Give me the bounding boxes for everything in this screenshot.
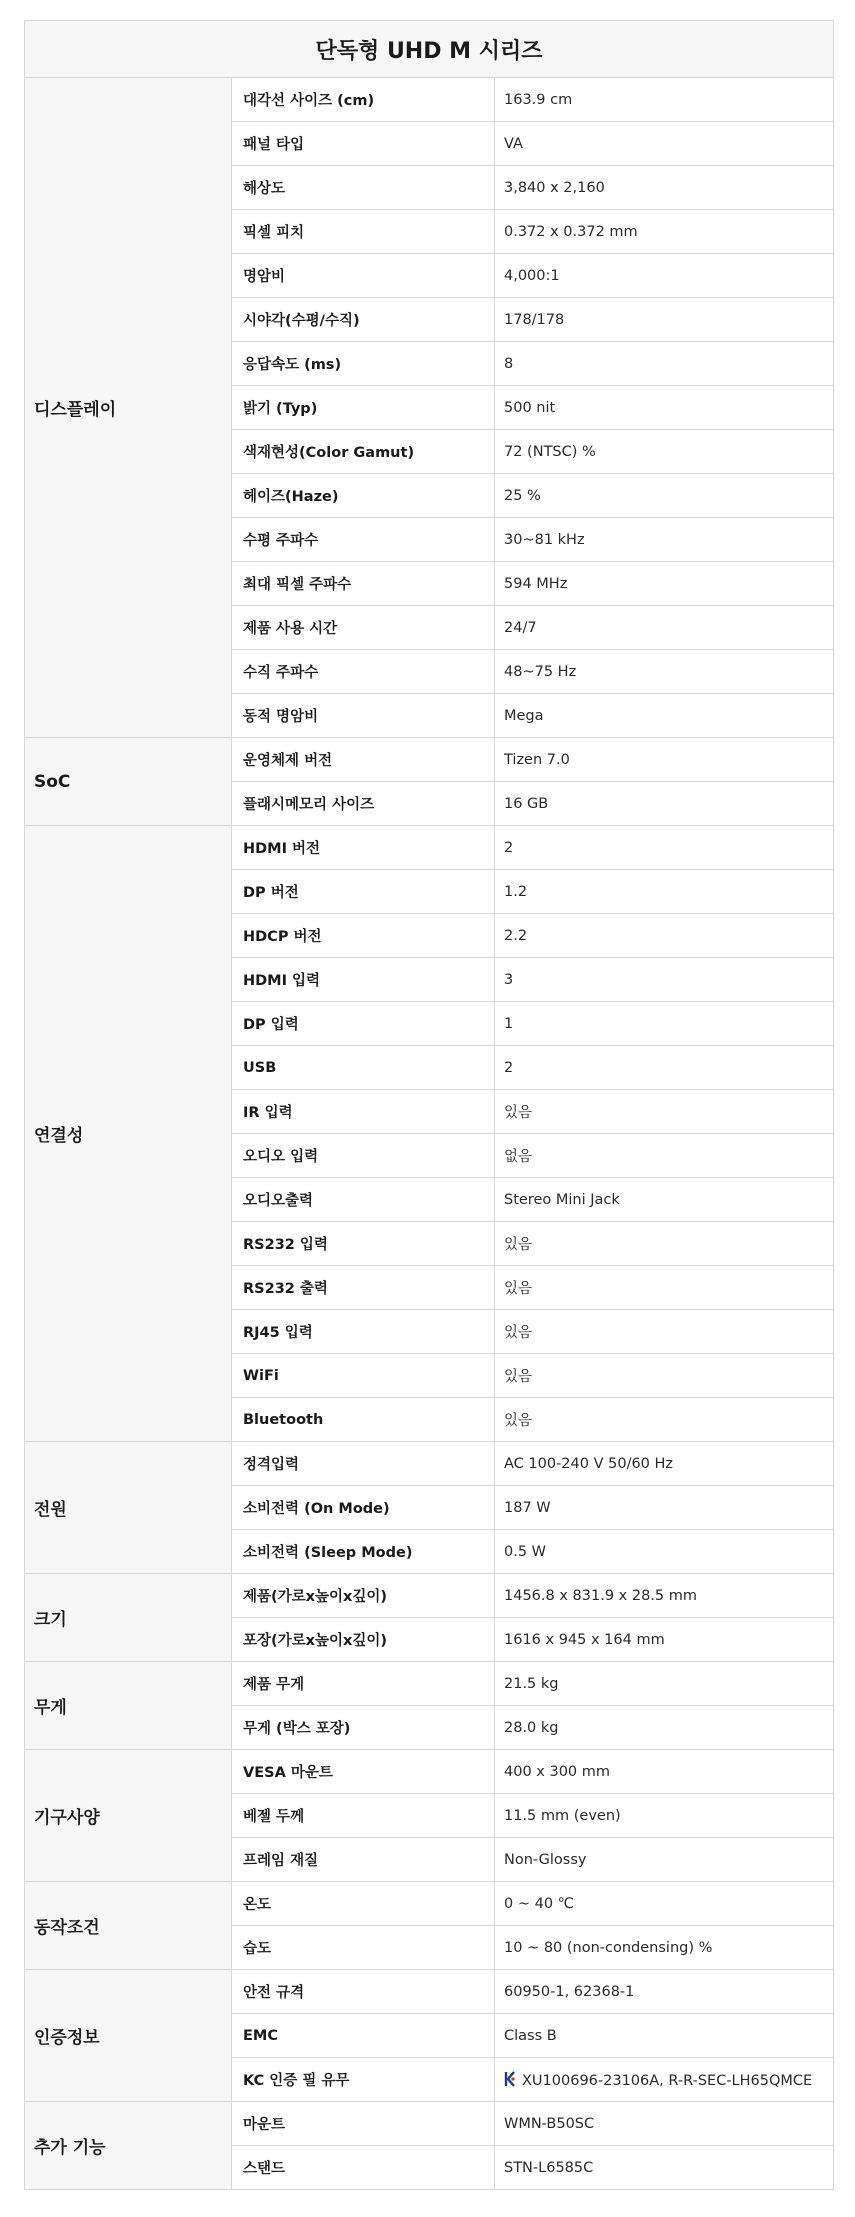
spec-label: 제품 무게 <box>232 1662 495 1706</box>
spec-label: 해상도 <box>232 166 495 210</box>
category-cell: 동작조건 <box>25 1882 232 1970</box>
spec-label: VESA 마운트 <box>232 1750 495 1794</box>
spec-value: 1616 x 945 x 164 mm <box>495 1618 834 1662</box>
spec-value: 0 ~ 40 ℃ <box>495 1882 834 1926</box>
spec-label: RJ45 입력 <box>232 1310 495 1354</box>
spec-value: 3 <box>495 958 834 1002</box>
spec-label: 헤이즈(Haze) <box>232 474 495 518</box>
spec-value: 2 <box>495 826 834 870</box>
spec-label: 온도 <box>232 1882 495 1926</box>
spec-label: 동적 명암비 <box>232 694 495 738</box>
category-cell: SoC <box>25 738 232 826</box>
spec-label: 소비전력 (On Mode) <box>232 1486 495 1530</box>
spec-label: HDMI 입력 <box>232 958 495 1002</box>
page-title: 단독형 UHD M 시리즈 <box>25 21 834 78</box>
spec-label: 밝기 (Typ) <box>232 386 495 430</box>
spec-label: IR 입력 <box>232 1090 495 1134</box>
category-cell: 전원 <box>25 1442 232 1574</box>
category-cell: 추가 기능 <box>25 2102 232 2190</box>
spec-value: VA <box>495 122 834 166</box>
table-row <box>25 1442 834 1486</box>
spec-label: WiFi <box>232 1354 495 1398</box>
table-row <box>25 1970 834 2014</box>
spec-value: Stereo Mini Jack <box>495 1178 834 1222</box>
spec-sheet <box>24 20 834 2190</box>
spec-value: 11.5 mm (even) <box>495 1794 834 1838</box>
table-row <box>25 78 834 122</box>
spec-label: DP 버전 <box>232 870 495 914</box>
spec-value-text: XU100696-23106A, R-R-SEC-LH65QMCE <box>522 2072 813 2089</box>
category-cell: 연결성 <box>25 826 232 1442</box>
spec-value: STN-L6585C <box>495 2146 834 2190</box>
spec-label: 시야각(수평/수직) <box>232 298 495 342</box>
spec-label: 픽셀 피치 <box>232 210 495 254</box>
spec-value: 있음 <box>495 1310 834 1354</box>
spec-label: 명암비 <box>232 254 495 298</box>
spec-value: 1 <box>495 1002 834 1046</box>
spec-value: 4,000:1 <box>495 254 834 298</box>
spec-label: 소비전력 (Sleep Mode) <box>232 1530 495 1574</box>
spec-value: 400 x 300 mm <box>495 1750 834 1794</box>
spec-label: USB <box>232 1046 495 1090</box>
spec-label: 정격입력 <box>232 1442 495 1486</box>
spec-value: 1.2 <box>495 870 834 914</box>
spec-value: 0.372 x 0.372 mm <box>495 210 834 254</box>
spec-value: 16 GB <box>495 782 834 826</box>
spec-label: EMC <box>232 2014 495 2058</box>
spec-value: 있음 <box>495 1354 834 1398</box>
spec-value: 0.5 W <box>495 1530 834 1574</box>
spec-label: 수평 주파수 <box>232 518 495 562</box>
spec-value: WMN-B50SC <box>495 2102 834 2146</box>
spec-value: 있음 <box>495 1398 834 1442</box>
spec-label: 안전 규격 <box>232 1970 495 2014</box>
spec-label: 스탠드 <box>232 2146 495 2190</box>
spec-value: Tizen 7.0 <box>495 738 834 782</box>
spec-value: 594 MHz <box>495 562 834 606</box>
spec-value: 3,840 x 2,160 <box>495 166 834 210</box>
spec-value: 2 <box>495 1046 834 1090</box>
spec-label: 대각선 사이즈 (cm) <box>232 78 495 122</box>
spec-value: 8 <box>495 342 834 386</box>
spec-table <box>24 20 834 2190</box>
spec-label: 오디오출력 <box>232 1178 495 1222</box>
spec-label: 습도 <box>232 1926 495 1970</box>
spec-value: 178/178 <box>495 298 834 342</box>
spec-label: RS232 출력 <box>232 1266 495 1310</box>
kc-mark-icon <box>504 2071 516 2087</box>
spec-label: 무게 (박스 포장) <box>232 1706 495 1750</box>
spec-value: 60950-1, 62368-1 <box>495 1970 834 2014</box>
table-row <box>25 1750 834 1794</box>
table-row <box>25 1662 834 1706</box>
spec-label: 오디오 입력 <box>232 1134 495 1178</box>
spec-value: 28.0 kg <box>495 1706 834 1750</box>
spec-label: 운영체제 버전 <box>232 738 495 782</box>
spec-label: HDCP 버전 <box>232 914 495 958</box>
spec-value: 187 W <box>495 1486 834 1530</box>
spec-value: 10 ~ 80 (non-condensing) % <box>495 1926 834 1970</box>
spec-label: 색재현성(Color Gamut) <box>232 430 495 474</box>
spec-label: 제품 사용 시간 <box>232 606 495 650</box>
table-row <box>25 1882 834 1926</box>
spec-label: 마운트 <box>232 2102 495 2146</box>
category-cell: 무게 <box>25 1662 232 1750</box>
category-cell: 인증정보 <box>25 1970 232 2102</box>
spec-label: 프레임 재질 <box>232 1838 495 1882</box>
category-cell: 디스플레이 <box>25 78 232 738</box>
spec-label: 최대 픽셀 주파수 <box>232 562 495 606</box>
spec-label: 응답속도 (ms) <box>232 342 495 386</box>
spec-label: 플래시메모리 사이즈 <box>232 782 495 826</box>
table-row <box>25 826 834 870</box>
spec-value: 48~75 Hz <box>495 650 834 694</box>
spec-value: 있음 <box>495 1090 834 1134</box>
spec-value: 있음 <box>495 1266 834 1310</box>
spec-label: HDMI 버전 <box>232 826 495 870</box>
spec-label: DP 입력 <box>232 1002 495 1046</box>
spec-label: 패널 타입 <box>232 122 495 166</box>
spec-value: Non-Glossy <box>495 1838 834 1882</box>
category-cell: 기구사양 <box>25 1750 232 1882</box>
spec-value: 30~81 kHz <box>495 518 834 562</box>
spec-value: 21.5 kg <box>495 1662 834 1706</box>
spec-value: Class B <box>495 2014 834 2058</box>
spec-value: 24/7 <box>495 606 834 650</box>
table-row <box>25 1574 834 1618</box>
table-row <box>25 2102 834 2146</box>
spec-value <box>495 2058 834 2102</box>
spec-value: 1456.8 x 831.9 x 28.5 mm <box>495 1574 834 1618</box>
spec-label: RS232 입력 <box>232 1222 495 1266</box>
spec-value: 72 (NTSC) % <box>495 430 834 474</box>
table-row <box>25 738 834 782</box>
spec-value: 500 nit <box>495 386 834 430</box>
spec-label: 포장(가로x높이x깊이) <box>232 1618 495 1662</box>
spec-value: 2.2 <box>495 914 834 958</box>
category-cell: 크기 <box>25 1574 232 1662</box>
spec-value: AC 100-240 V 50/60 Hz <box>495 1442 834 1486</box>
spec-label: KC 인증 필 유무 <box>232 2058 495 2102</box>
spec-label: 제품(가로x높이x깊이) <box>232 1574 495 1618</box>
spec-label: 수직 주파수 <box>232 650 495 694</box>
spec-value: 있음 <box>495 1222 834 1266</box>
spec-value: Mega <box>495 694 834 738</box>
spec-label: Bluetooth <box>232 1398 495 1442</box>
spec-value: 없음 <box>495 1134 834 1178</box>
spec-value: 25 % <box>495 474 834 518</box>
spec-label: 베젤 두께 <box>232 1794 495 1838</box>
spec-value: 163.9 cm <box>495 78 834 122</box>
